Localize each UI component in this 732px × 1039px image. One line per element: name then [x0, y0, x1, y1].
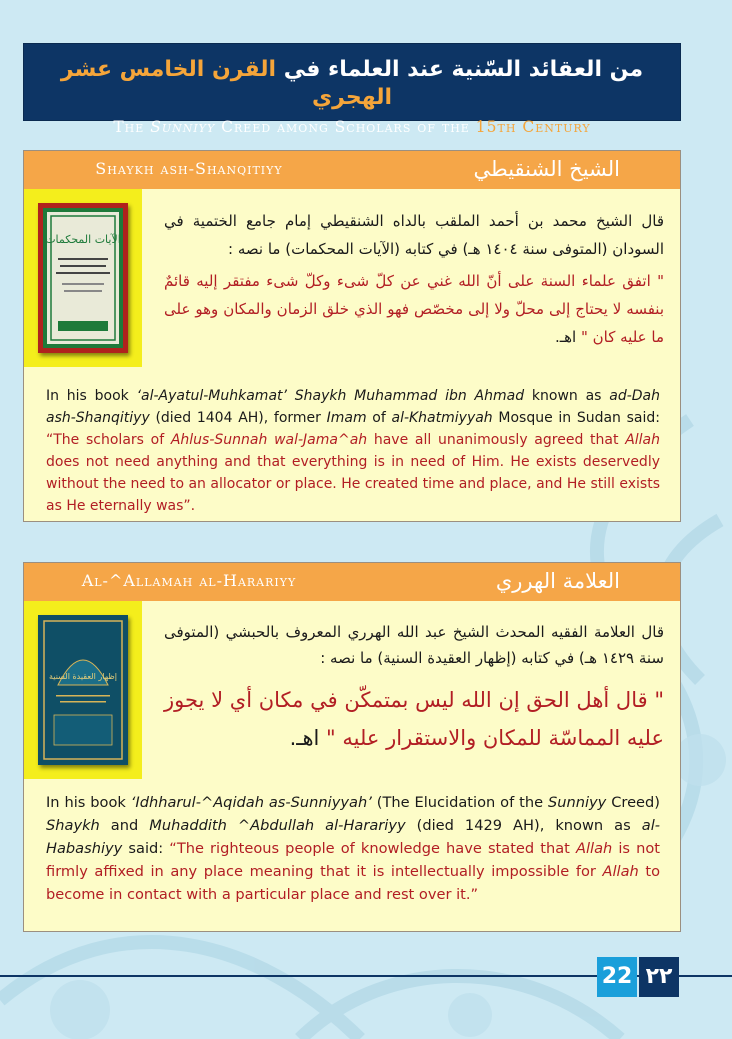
- english-translation: In his book ‘Idhharul-^Aqidah as-Sunniyyah’ (The Elucidation of the Sunniyy Creed) Shaykh and Muhaddith ^Abdullah al-Harariyy (died 1429 AH), known as al-Habashiyy said: “The righteous people of knowledge have stated that Allah is not firmly affixed in any place meaning that it is intellectually impossible for Allah to become in contact with a particular place and rest over it.”: [46, 794, 661, 903]
- page-number-english: 22: [597, 957, 637, 997]
- english-translation: In his book ‘al-Ayatul-Muhkamat’ Shaykh Muhammad ibn Ahmad known as ad-Dah ash-Shanqitiyy (died 1404 AH), former Imam of al-Khatmiyyah Mosque in Sudan said: “The scholars of Ahlus-Sunnah wal-Jama^ah have all unanimously agreed that Allah does not need anything and that everything is in need of Him. He exists deservedly without the need to an allocator or place. He created time and place, and He still exists as He eternally was”.: [46, 388, 660, 514]
- section-title-english: Al-^Allamah al-Harariyy: [81, 571, 297, 590]
- page-number-arabic: ٢٢: [639, 957, 679, 997]
- header-title-arabic: من العقائد السّنية عند العلماء في القرن الخامس عشر الهجري: [60, 57, 644, 110]
- arabic-intro: قال العلامة الفقيه المحدث الشيخ عبد الله الهرري المعروف بالحبشي (المتوفى سنة ١٤٢٩ هـ) في كتابه (إظهار العقيدة السنية) ما نصه :: [164, 623, 664, 667]
- book-cover-title: الآيات المحكمات: [45, 233, 121, 246]
- section-body: [24, 601, 680, 931]
- book-cover-frame: [24, 601, 142, 779]
- book-cover-image: [38, 203, 128, 353]
- section-title-bar: [24, 563, 680, 602]
- header-title-english: The Sunniyy Creed among Scholars of the 15th Century: [113, 118, 591, 136]
- arabic-quote: " قال أهل الحق إن الله ليس بمتمكّن في مكان أي لا يجوز عليه المماسّة للمكان والاستقرار عليه " اهـ.: [164, 688, 664, 750]
- section-title-arabic: العلامة الهرري: [495, 569, 620, 593]
- section-title-arabic: الشيخ الشنقيطي: [473, 157, 620, 181]
- arabic-quote: " اتفق علماء السنة على أنّ الله غني عن كلّ شىء وكلّ شىء مفتقر إليه قائمٌ بنفسه لا يحتاج إلى محلّ ولا إلى مخصّص فهو الذي خلق الزمان والمكان وهو على ما عليه كان " اهـ.: [164, 272, 664, 346]
- section-title-bar: [24, 151, 680, 190]
- section-body: [24, 189, 680, 521]
- book-cover-title: إظهار العقيدة السنية: [49, 672, 117, 681]
- arabic-intro: قال الشيخ محمد بن أحمد الملقب بالداه الشنقيطي إمام جامع الختمية في السودان (المتوفى سنة ١٤٠٤ هـ) في كتابه (الآيات المحكمات) ما نصه :: [164, 212, 664, 258]
- section-title-english: Shaykh ash-Shanqitiyy: [95, 159, 283, 178]
- book-cover-frame: [24, 189, 142, 367]
- section-shanqitiyy: [23, 150, 681, 522]
- section-harariyy: [23, 562, 681, 932]
- book-cover-image: [38, 615, 128, 765]
- page-header: [23, 43, 681, 136]
